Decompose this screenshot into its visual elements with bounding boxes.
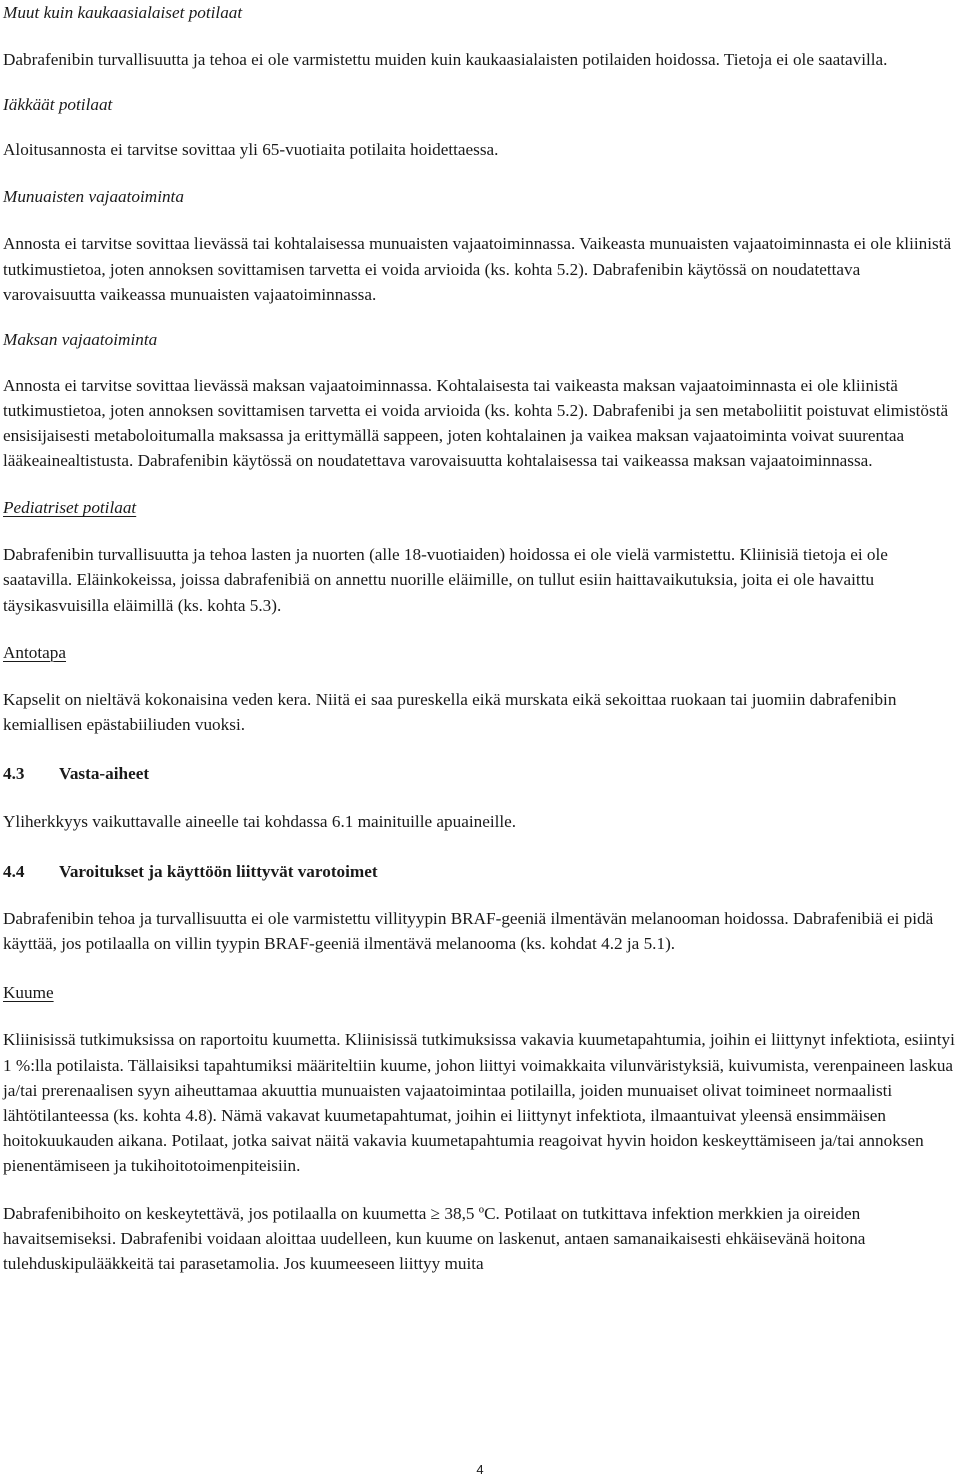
- subheading-hepatic: Maksan vajaatoiminta: [3, 329, 158, 349]
- paragraph-hepatic: Annosta ei tarvitse sovittaa lievässä maksan vajaatoiminnassa. Kohtalaisesta tai vaikeasta maksan vajaatoiminnasta ei ole kliinistä tutkimustietoa, joten annoksen sovittamisen tarvetta ei voida arvioida (ks. kohta 5.2). Dabrafenibi ja sen metaboliitit poistuvat elimistöstä ensisijaisesti metaboloitumalla maksassa ja erittymällä sappeen, joten kohtalainen ja vaikea maksan vajaatoiminta voivat suurentaa lääkeainealtistusta. Dabrafenibin käytössä on noudatettava varovaisuutta kohtalaisessa tai vaikeassa maksan vajaatoiminnassa.: [3, 375, 949, 471]
- paragraph-fever-1: Kliinisissä tutkimuksissa on raportoitu kuumetta. Kliinisissä tutkimuksissa vakavia kuumetapahtumia, joihin ei liittynyt infektiota, esiintyi 1 %:lla potilaista. Tällaisiksi tapahtumiksi määriteltiin kuume, johon liittyi voimakkaita vilunväristyksiä, kuivumista, verenpaineen laskua ja/tai prerenaalisen syyn aiheuttamaa akuuttia munuaisten vajaatoimintaa potilailla, joiden munuaiset olivat toimineet normaalisti lähtötilanteessa (ks. kohta 4.8). Nämä vakavat kuumetapahtumat, joihin ei liittynyt infektiota, ilmaantuivat yleensä ensimmäisen hoitokuukauden aikana. Potilaat, jotka saivat näitä vakavia kuumetapahtumia reagoivat hyvin hoidon keskeyttämiseen ja/tai annoksen pienentämiseen ja tukihoitotoimenpiteisiin.: [3, 1030, 955, 1175]
- section-title: Varoitukset ja käyttöön liittyvät varotoimet: [59, 862, 378, 882]
- paragraph-renal: Annosta ei tarvitse sovittaa lievässä tai kohtalaisessa munuaisten vajaatoiminnassa. Vaikeasta munuaisten vajaatoiminnasta ei ole kliinistä tutkimustietoa, joten annoksen sovittamisen tarvetta ei voida arvioida (ks. kohta 5.2). Dabrafenibin käytössä on noudatettava varovaisuutta vaikeassa munuaisten vajaatoiminnassa.: [3, 234, 952, 304]
- subheading-elderly: Iäkkäät potilaat: [3, 95, 113, 115]
- subheading-non-caucasian: Muut kuin kaukaasialaiset potilaat: [3, 3, 243, 22]
- paragraph-pediatric: Dabrafenibin turvallisuutta ja tehoa lasten ja nuorten (alle 18-vuotiaiden) hoidossa ei ole vielä varmistettu. Kliinisiä tietoja ei ole saatavilla. Eläinkokeissa, joissa dabrafenibiä on annettu nuorille eläimille, on tullut esiin haittavaikutuksia, joita ei ole havaittu täysikasvuisilla eläimillä (ks. kohta 5.3).: [3, 545, 888, 615]
- section-number: 4.3: [3, 763, 25, 783]
- subheading-renal: Munuaisten vajaatoiminta: [3, 187, 184, 207]
- paragraph-fever-2: Dabrafenibihoito on keskeytettävä, jos potilaalla on kuumetta ≥ 38,5 ºC. Potilaat on tutkittava infektion merkkien ja oireiden havaitsemiseksi. Dabrafenibi voidaan aloittaa uudelleen, kun kuume on laskenut, antaen samanaikaisesti ehkäisevänä hoitona tulehduskipulääkkeitä tai parasetamolia. Jos kuumeeseen liittyy muita: [3, 1204, 866, 1274]
- paragraph-contraindications: Yliherkkyys vaikuttavalle aineelle tai kohdassa 6.1 mainituille apuaineille.: [3, 811, 517, 831]
- paragraph-administration: Kapselit on nieltävä kokonaisina veden kera. Niitä ei saa pureskella eikä murskata eikä sekoittaa ruokaan tai juomiin dabrafenibin kemiallisen epästabiiliuden vuoksi.: [3, 689, 897, 734]
- paragraph-non-caucasian: Dabrafenibin turvallisuutta ja tehoa ei ole varmistettu muiden kuin kaukaasialaisten potilaiden hoidossa. Tietoja ei ole saatavilla.: [3, 50, 888, 70]
- document-page: [3, 0, 955, 1276]
- section-number: 4.4: [3, 862, 25, 882]
- paragraph-warnings: Dabrafenibin tehoa ja turvallisuutta ei ole varmistettu villityypin BRAF-geeniä ilmentävän melanooman hoidossa. Dabrafenibiä ei pidä käyttää, jos potilaalla on villin tyypin BRAF-geeniä ilmentävä melanooma (ks. kohdat 4.2 ja 5.1).: [3, 909, 934, 954]
- subheading-administration: Antotapa: [3, 642, 67, 662]
- section-heading-warnings: [3, 859, 955, 884]
- page-number: 4: [476, 1462, 484, 1477]
- subheading-fever: Kuume: [3, 983, 54, 1003]
- subheading-pediatric: Pediatriset potilaat: [3, 498, 137, 518]
- paragraph-elderly: Aloitusannosta ei tarvitse sovittaa yli 65-vuotiaita potilaita hoidettaessa.: [3, 140, 499, 160]
- section-heading-contraindications: [3, 761, 955, 786]
- section-title: Vasta-aiheet: [59, 763, 150, 783]
